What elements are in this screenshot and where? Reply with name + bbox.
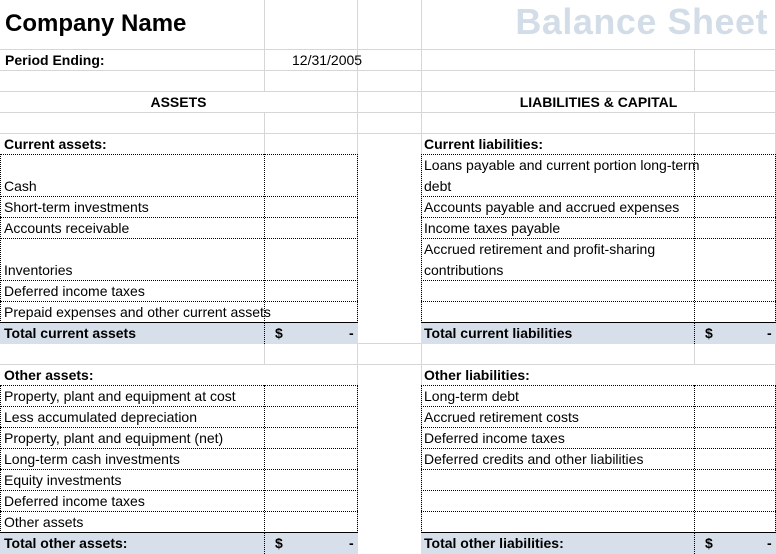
asset-item-prepaid-expenses[interactable]: Prepaid expenses and other current assets [4,304,271,320]
total-current-assets-value[interactable]: - [349,325,354,341]
liability-item-accounts-payable[interactable]: Accounts payable and accrued expenses [424,199,680,215]
total-other-assets-value[interactable]: - [349,535,354,551]
other-liabilities-heading: Other liabilities: [424,367,530,383]
total-current-liabilities-value[interactable]: - [767,325,772,341]
asset-item-short-term-investments[interactable]: Short-term investments [4,199,149,215]
asset-item-ppe-net[interactable]: Property, plant and equipment (net) [4,430,224,446]
liability-item-accrued-retirement-cont[interactable]: contributions [424,262,504,278]
total-other-assets-label: Total other assets: [4,535,128,551]
asset-item-other-assets[interactable]: Other assets [4,514,84,530]
period-label: Period Ending: [5,52,105,68]
liabilities-header: LIABILITIES & CAPITAL [519,94,678,110]
liability-item-accrued-retirement-costs[interactable]: Accrued retirement costs [424,409,579,425]
liability-item-deferred-income-taxes[interactable]: Deferred income taxes [424,430,565,446]
total-other-assets-currency: $ [275,535,283,551]
current-liabilities-heading: Current liabilities: [424,136,544,152]
asset-item-ppe-cost[interactable]: Property, plant and equipment at cost [4,388,236,404]
current-assets-heading: Current assets: [4,136,107,152]
total-other-liabilities-currency: $ [705,535,713,551]
liability-item-income-taxes[interactable]: Income taxes payable [424,220,561,236]
asset-item-deferred-taxes-other[interactable]: Deferred income taxes [4,493,145,509]
total-current-liabilities-label: Total current liabilities [424,325,573,341]
assets-header: ASSETS [150,94,207,110]
asset-item-deferred-income-taxes[interactable]: Deferred income taxes [4,283,145,299]
other-assets-heading: Other assets: [4,367,94,383]
liability-item-loans-payable[interactable]: Loans payable and current portion long-term [424,157,700,173]
total-other-liabilities-value[interactable]: - [767,535,772,551]
asset-item-cash[interactable]: Cash [4,178,37,194]
asset-item-accumulated-depreciation[interactable]: Less accumulated depreciation [4,409,198,425]
company-name: Company Name [5,10,187,37]
total-current-assets-label: Total current assets [4,325,137,341]
liability-item-accrued-retirement[interactable]: Accrued retirement and profit-sharing [424,241,656,257]
liability-item-loans-payable-cont[interactable]: debt [424,178,452,194]
asset-item-long-term-cash[interactable]: Long-term cash investments [4,451,180,467]
total-current-assets-currency: $ [275,325,283,341]
liability-item-long-term-debt[interactable]: Long-term debt [424,388,519,404]
total-other-liabilities-label: Total other liabilities: [424,535,564,551]
total-current-liabilities-currency: $ [705,325,713,341]
sheet-title: Balance Sheet [515,1,768,42]
period-value[interactable]: 12/31/2005 [292,52,363,68]
liability-item-deferred-credits[interactable]: Deferred credits and other liabilities [424,451,644,467]
asset-item-inventories[interactable]: Inventories [4,262,73,278]
asset-item-equity-investments[interactable]: Equity investments [4,472,122,488]
asset-item-accounts-receivable[interactable]: Accounts receivable [4,220,130,236]
